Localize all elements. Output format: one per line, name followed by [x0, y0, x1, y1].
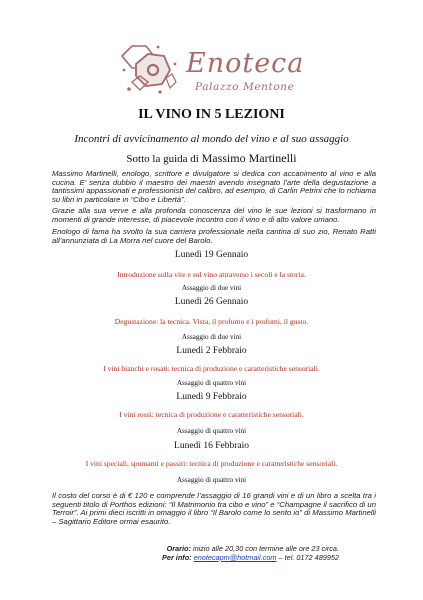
hexagon-logo-icon	[112, 42, 182, 100]
lesson-5-topic: I vini speciali, spumanti e passiti: tecnica di produzione e caratteristiche sensoriali.	[85, 459, 338, 468]
intro-paragraph-1: Massimo Martinelli, enologo, scrittore e divulgatore si dedica con accanimento al vino e alla cucina. E’ senza dubbio il maestro dei maestri avendo insegnato l’arte della degustazione a tantissimi appassionati e professionisti del calibro, ad esempio, di Carlin Petrini che lo richiama su libri in particolare in “Cibo e Libertà”.	[52, 169, 376, 204]
guide-name: Massimo Martinelli	[201, 151, 297, 165]
logo-wordmark: Enoteca	[186, 48, 305, 79]
footer-orario	[167, 544, 339, 553]
guide-line	[0, 151, 423, 166]
lesson-3-tasting: Assaggio di quattro vini	[176, 379, 247, 387]
email-link[interactable]: enotecapm@hotmail.com	[193, 553, 277, 562]
orario-label: Orario:	[166, 544, 191, 553]
footer-info	[162, 553, 339, 562]
intro-paragraph-3: Enologo di fama ha svolto la sua carriera professionale nella cantina di suo zio, Renato Ratti all’annunziata di La Morra nel cuore del Barolo.	[52, 227, 376, 245]
cost-paragraph: Il costo del corso è di € 120 e comprende l’assaggio di 16 grandi vini e di un libro a scelta tra i seguenti titolo di Porthos edizioni: “Il Matrimonio tra cibo e vino” e “Champagne il sacrifico di un Terroir”. Ai primi dieci iscritti in omaggio il libro “Il Barolo come lo sento io” di Massimo Martinelli – Sagittario Editore ormai esaurito.	[52, 491, 376, 526]
lesson-1-date: Lunedì 19 Gennaio	[174, 250, 249, 260]
page-subtitle: Incontri di avvicinamento al mondo del vino e al suo assaggio	[74, 133, 349, 145]
orario-text: inizio alle 20,30 con termine alle ore 23 circa.	[192, 544, 339, 553]
info-label: Per info:	[162, 553, 192, 562]
enoteca-logo	[112, 42, 305, 100]
lesson-4-date: Lunedì 9 Febbraio	[176, 392, 247, 402]
lesson-3-topic: I vini bianchi e rosati: tecnica di produzione e caratteristiche sensoriali.	[103, 364, 320, 373]
lesson-4-tasting: Assaggio di quattro vini	[176, 427, 247, 435]
lesson-2-date: Lunedì 26 Gennaio	[174, 297, 249, 307]
lesson-2-tasting: Assaggio di due vini	[181, 333, 242, 341]
lesson-3-date: Lunedì 2 Febbraio	[176, 346, 247, 356]
phone-text: – tel. 0172 489952	[278, 553, 339, 562]
lesson-5-date: Lunedì 16 Febbraio	[174, 441, 249, 451]
lesson-1-topic: Introduzione sulla vite e sul vino attraverso i secoli e la storia.	[117, 270, 306, 279]
lesson-5-tasting: Assaggio di quattro vini	[176, 476, 247, 484]
intro-paragraph-2: Grazie alla sua verve e alla profonda conoscenza del vino le sue lezioni si trasformano in momenti di grande interesse, di piacevole incontro con il vino e di alto valore umano.	[52, 206, 376, 224]
lesson-4-topic: I vini rossi: tecnica di produzione e caratteristiche sensoriali.	[119, 410, 304, 419]
lesson-2-topic: Degustazione: la tecnica. Vista, il profumo e i profumi, il gusto.	[114, 317, 309, 326]
guide-prefix: Sotto la guida di	[126, 153, 199, 165]
page-title: IL VINO IN 5 LEZIONI	[138, 107, 285, 122]
logo-subtitle: Palazzo Mentone	[195, 81, 295, 93]
lesson-1-tasting: Assaggio di due vini	[181, 284, 242, 292]
